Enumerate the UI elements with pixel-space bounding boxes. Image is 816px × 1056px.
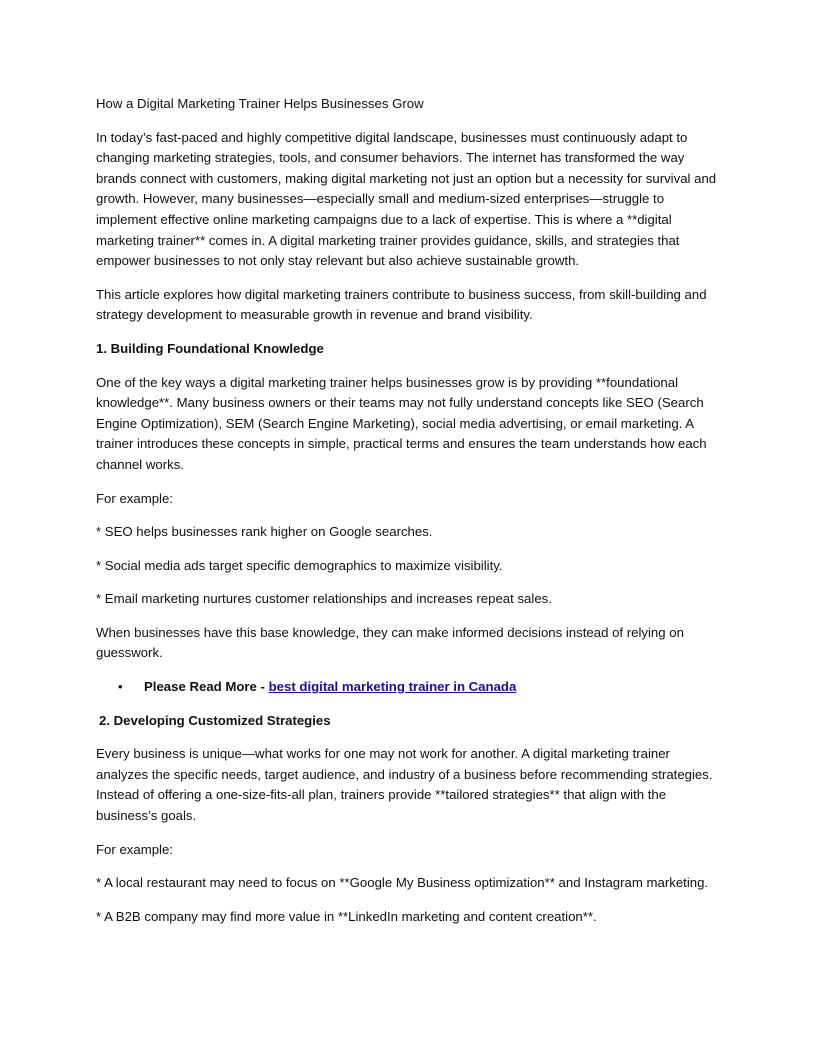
document-title: How a Digital Marketing Trainer Helps Businesses Grow xyxy=(96,96,424,111)
intro-paragraph: In today’s fast-paced and highly competitive digital landscape, businesses must continuously adapt to changing marketing strategies, tools, and consumer behaviors. The internet has transformed the way brands connect with customers, making digital marketing not just an option but a necessity for survival and growth. However, many businesses—especially small and medium-sized enterprises—struggle to implement effective online marketing campaigns due to a lack of expertise. This is where a **digital marketing trainer** comes in. A digital marketing trainer provides guidance, skills, and strategies that empower businesses to not only stay relevant but also achieve sustainable growth. xyxy=(96,129,717,269)
example-item: * Social media ads target specific demographics to maximize visibility. xyxy=(96,557,503,573)
read-more-link[interactable]: best digital marketing trainer in Canada xyxy=(268,679,517,695)
example-item: * A B2B company may find more value in **LinkedIn marketing and content creation**. xyxy=(96,908,597,924)
example-item: * A local restaurant may need to focus on **Google My Business optimization** and Instagram marketing. xyxy=(96,875,709,891)
section-heading: 2. Developing Customized Strategies xyxy=(99,712,331,728)
document-body xyxy=(96,94,720,940)
example-item: * SEO helps businesses rank higher on Google searches. xyxy=(96,524,433,540)
section-heading: 1. Building Foundational Knowledge xyxy=(96,340,324,356)
example-label: For example: xyxy=(96,490,173,506)
example-label: For example: xyxy=(96,841,173,857)
bullet-icon: • xyxy=(118,679,123,695)
body-paragraph: Every business is unique—what works for one may not work for another. A digital marketing trainer analyzes the specific needs, target audience, and industry of a business before recommending strategies. Instead of offering a one-size-fits-all plan, trainers provide **tailored strategies** that align with the business’s goals. xyxy=(96,746,713,824)
intro-paragraph: This article explores how digital marketing trainers contribute to business success, from skill-building and strategy development to measurable growth in revenue and brand visibility. xyxy=(96,286,707,323)
read-more-bullet xyxy=(96,677,720,698)
body-paragraph: One of the key ways a digital marketing trainer helps businesses grow is by providing **foundational knowledge**. Many business owners or their teams may not fully understand concepts like SEO (Search Engine Optimization), SEM (Search Engine Marketing), social media advertising, or email marketing. A trainer introduces these concepts in simple, practical terms and ensures the team understands how each channel works. xyxy=(96,374,707,472)
example-item: * Email marketing nurtures customer relationships and increases repeat sales. xyxy=(96,591,552,607)
read-more-label: Please Read More - xyxy=(144,679,269,695)
body-paragraph: When businesses have this base knowledge, they can make informed decisions instead of relying on guesswork. xyxy=(96,624,684,661)
